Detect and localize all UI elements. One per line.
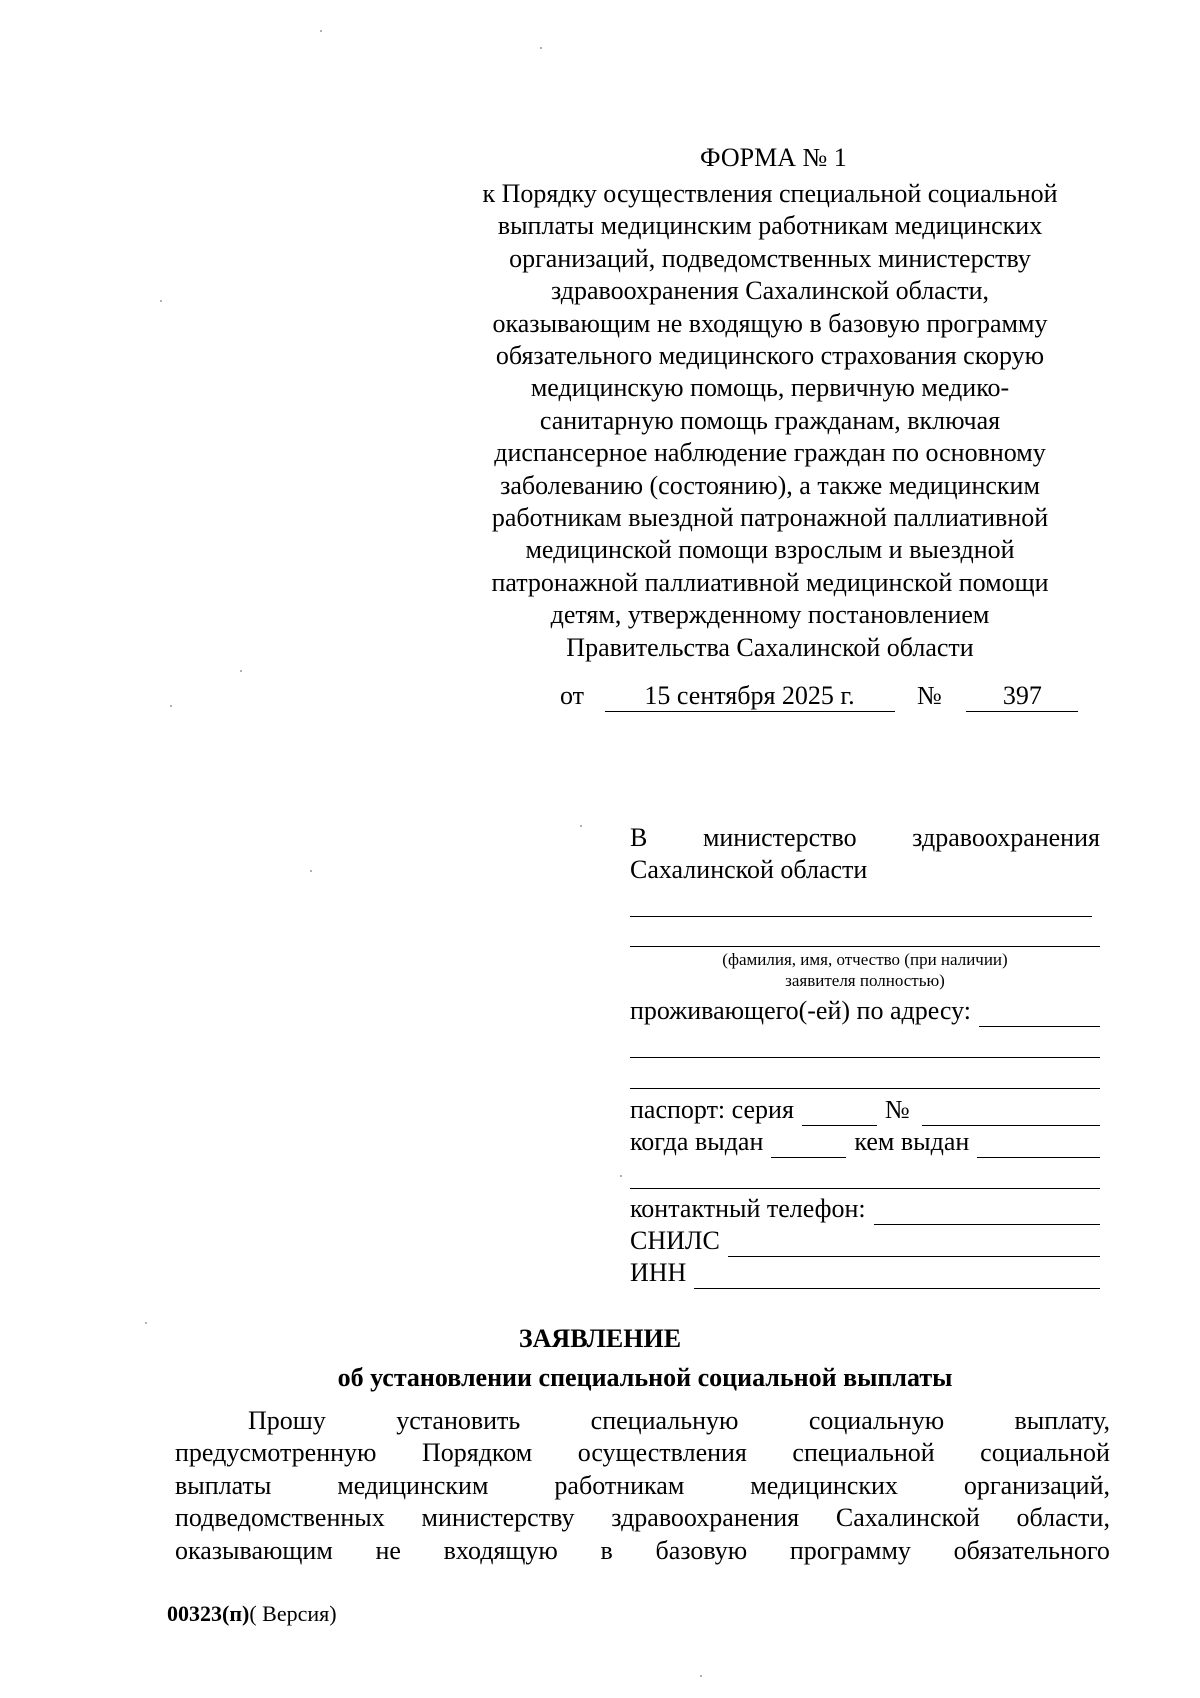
addressee-block bbox=[630, 822, 1100, 1289]
annex-line: Правительства Сахалинской области bbox=[566, 632, 974, 662]
form-number: ФОРМА № 1 bbox=[700, 143, 847, 172]
scan-speck bbox=[320, 30, 322, 32]
annex-line: работникам выездной патронажной паллиативной bbox=[491, 503, 1049, 533]
address-field bbox=[630, 995, 1100, 1027]
issued-when-input[interactable] bbox=[771, 1133, 846, 1158]
applicant-name-blank-2[interactable] bbox=[630, 946, 1100, 947]
passport-series-input[interactable] bbox=[802, 1101, 877, 1126]
annex-line: здравоохранения Сахалинской области, bbox=[550, 276, 990, 306]
annex-line: патронажной паллиативной медицинской помощи bbox=[491, 567, 1049, 597]
resolution-date: 15 сентября 2025 г. bbox=[605, 681, 895, 712]
scan-speck bbox=[160, 300, 162, 302]
address-blank-2[interactable] bbox=[630, 1088, 1100, 1089]
body-word: социальной bbox=[980, 1438, 1110, 1468]
annex-line: детям, утвержденному постановлением bbox=[550, 600, 990, 630]
body-word: входящую bbox=[443, 1535, 558, 1565]
body-word: в bbox=[600, 1535, 613, 1565]
scan-speck bbox=[310, 870, 312, 872]
body-line bbox=[175, 1470, 1110, 1502]
address-input[interactable] bbox=[979, 1002, 1100, 1027]
resolution-number: 397 bbox=[966, 681, 1078, 712]
body-word: обязательного bbox=[953, 1535, 1110, 1565]
document-code: 00323(п) bbox=[167, 1601, 250, 1626]
body-word: специальную bbox=[590, 1406, 739, 1435]
body-word: министерству bbox=[421, 1503, 575, 1533]
body-word: оказывающим bbox=[175, 1535, 333, 1565]
scan-speck bbox=[580, 825, 582, 827]
annex-line: выплаты медицинским работникам медицинских bbox=[497, 211, 1043, 241]
body-word: Порядком bbox=[421, 1438, 533, 1468]
annex-line: санитарную помощь гражданам, включая bbox=[539, 405, 1001, 435]
body-word: работникам bbox=[554, 1470, 685, 1500]
body-line bbox=[175, 1437, 1110, 1469]
snils-label: СНИЛС bbox=[630, 1226, 720, 1255]
address-label: проживающего(-ей) по адресу: bbox=[630, 996, 971, 1025]
scan-speck bbox=[240, 670, 242, 672]
name-caption bbox=[630, 949, 1100, 991]
phone-input[interactable] bbox=[874, 1200, 1100, 1225]
resolution-date-line bbox=[560, 680, 1100, 712]
body-word: области, bbox=[1016, 1503, 1110, 1533]
body-word: осуществления bbox=[577, 1438, 747, 1468]
phone-field bbox=[630, 1193, 1100, 1225]
annex-line: организаций, подведомственных министерству bbox=[509, 243, 1031, 273]
inn-field bbox=[630, 1257, 1100, 1289]
body-word: организаций, bbox=[963, 1470, 1110, 1500]
body-word: Сахалинской bbox=[835, 1503, 980, 1533]
body-word: программу bbox=[789, 1535, 911, 1565]
number-sign: № bbox=[917, 681, 942, 710]
document-version: ( Версия) bbox=[249, 1601, 337, 1626]
body-word: Прошу bbox=[248, 1406, 326, 1435]
body-word: социальную bbox=[808, 1406, 945, 1435]
name-caption-line: (фамилия, имя, отчество (при наличии) bbox=[722, 950, 1008, 969]
passport-issue-field bbox=[630, 1126, 1100, 1158]
body-word: медицинских bbox=[750, 1470, 898, 1500]
annex-line: оказывающим не входящую в базовую программу bbox=[492, 308, 1048, 338]
addressee-word: В bbox=[630, 823, 648, 852]
body-word: выплату, bbox=[1014, 1406, 1110, 1435]
body-word: выплаты bbox=[175, 1470, 272, 1500]
annex-reference bbox=[470, 178, 1070, 664]
address-blank-1[interactable] bbox=[630, 1057, 1100, 1058]
passport-field bbox=[630, 1094, 1100, 1126]
annex-line: к Порядку осуществления специальной социальной bbox=[482, 179, 1058, 208]
body-line bbox=[175, 1405, 1110, 1437]
annex-line: диспансерное наблюдение граждан по основному bbox=[494, 438, 1046, 468]
body-line bbox=[175, 1535, 1110, 1567]
passport-blank[interactable] bbox=[630, 1188, 1100, 1189]
passport-series-label: паспорт: серия bbox=[630, 1095, 794, 1124]
passport-number-sign: № bbox=[884, 1095, 910, 1124]
name-caption-line: заявителя полностью) bbox=[785, 971, 945, 990]
scan-speck bbox=[145, 1322, 147, 1324]
body-word: установить bbox=[396, 1406, 521, 1435]
scan-speck bbox=[540, 47, 542, 49]
issued-when-label: когда выдан bbox=[630, 1127, 764, 1156]
issued-by-label: кем выдан bbox=[854, 1127, 970, 1156]
snils-field bbox=[630, 1225, 1100, 1257]
body-word: здравоохранения bbox=[611, 1503, 800, 1533]
body-line bbox=[175, 1502, 1110, 1534]
body-word: подведомственных bbox=[175, 1503, 385, 1533]
addressee-line-1 bbox=[630, 822, 1100, 854]
addressee-word: министерство bbox=[702, 823, 857, 852]
passport-number-input[interactable] bbox=[922, 1101, 1100, 1126]
snils-input[interactable] bbox=[728, 1232, 1100, 1257]
scan-speck bbox=[620, 1175, 622, 1177]
scan-speck bbox=[170, 705, 172, 707]
annex-line: медицинскую помощь, первичную медико- bbox=[530, 373, 1010, 403]
issued-by-input[interactable] bbox=[977, 1133, 1100, 1158]
statement-body bbox=[175, 1405, 1110, 1567]
statement-title: ЗАЯВЛЕНИЕ bbox=[518, 1324, 682, 1353]
addressee-word: здравоохранения bbox=[912, 823, 1100, 852]
applicant-name-blank-1[interactable] bbox=[630, 916, 1092, 917]
inn-label: ИНН bbox=[630, 1258, 687, 1287]
statement-subtitle: об установлении специальной социальной выплаты bbox=[337, 1363, 953, 1392]
document-footer bbox=[167, 1600, 337, 1628]
annex-line: обязательного медицинского страхования скорую bbox=[495, 341, 1045, 371]
body-word: предусмотренную bbox=[175, 1438, 377, 1468]
addressee-line-2: Сахалинской области bbox=[630, 855, 868, 884]
body-word: медицинским bbox=[337, 1470, 489, 1500]
inn-input[interactable] bbox=[694, 1264, 1100, 1289]
date-prefix: от bbox=[560, 681, 585, 710]
scan-speck bbox=[700, 1675, 702, 1677]
body-word: не bbox=[375, 1535, 401, 1565]
body-word: специальной bbox=[792, 1438, 935, 1468]
annex-line: заболеванию (состоянию), а также медицинским bbox=[500, 470, 1040, 500]
phone-label: контактный телефон: bbox=[630, 1194, 866, 1223]
annex-line: медицинской помощи взрослым и выездной bbox=[525, 535, 1015, 565]
body-word: базовую bbox=[655, 1535, 748, 1565]
